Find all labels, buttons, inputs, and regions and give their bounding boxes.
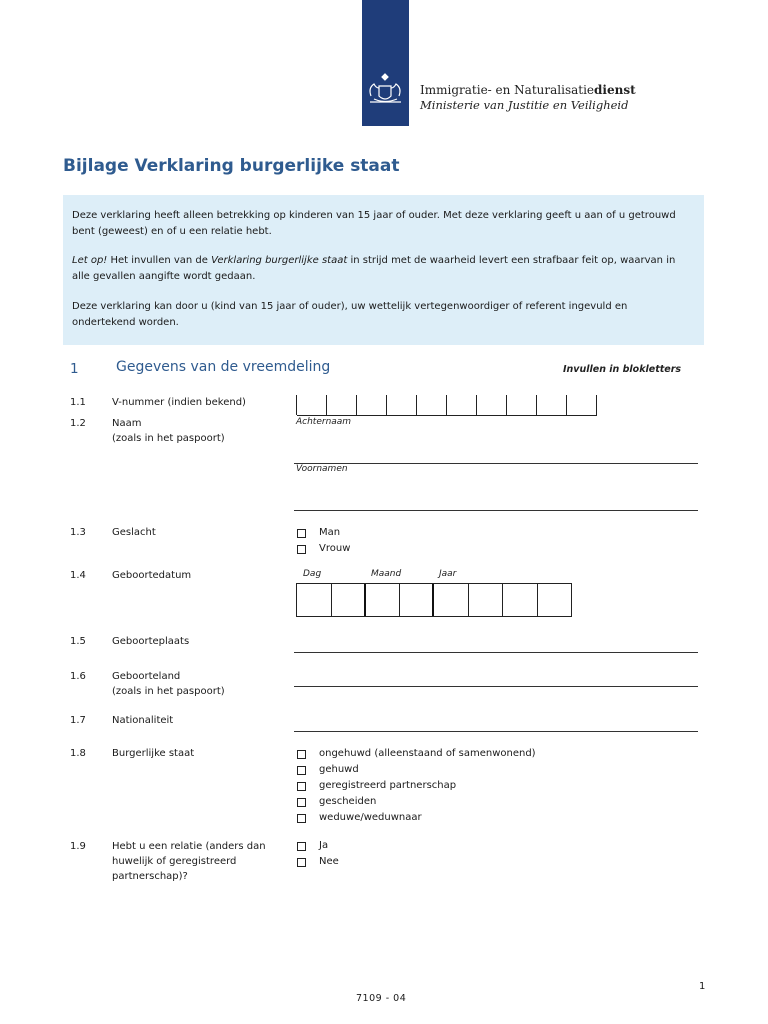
form-code: 7109 - 04: [356, 993, 407, 1004]
checkbox-married[interactable]: [297, 766, 306, 775]
org-name-regular: Immigratie- en Naturalisatie: [420, 83, 595, 97]
field-number: 1.9: [70, 841, 86, 852]
field-label-marital-status: Burgerlijke staat: [112, 748, 195, 759]
warning-label: Let op!: [72, 255, 108, 266]
field-label-gender: Geslacht: [112, 527, 156, 538]
checkbox-widowed[interactable]: [297, 814, 306, 823]
field-label-birthdate: Geboortedatum: [112, 570, 192, 581]
field-number: 1.1: [70, 397, 86, 408]
birth-country-input[interactable]: [294, 686, 698, 687]
checkbox-no[interactable]: [297, 858, 306, 867]
field-label-nationality: Nationaliteit: [112, 715, 174, 726]
checkbox-registered-partnership[interactable]: [297, 782, 306, 791]
checkbox-unmarried[interactable]: [297, 750, 306, 759]
nationality-input[interactable]: [294, 731, 698, 732]
option-divorced: gescheiden: [319, 796, 377, 807]
option-widowed: weduwe/weduwnaar: [319, 812, 422, 823]
info-text: in strijd met de waarheid levert een strafbaar feit op, waarvan in alle gevallen aangifte wordt gedaan.: [72, 255, 676, 282]
info-paragraph-1: Deze verklaring heeft alleen betrekking op kinderen van 15 jaar of ouder. Met deze verklaring geeft u aan of u getrouwd bent (geweest) en of u een relatie hebt.: [72, 210, 676, 237]
caption-given-names: Voornamen: [296, 464, 348, 474]
field-number: 1.8: [70, 748, 86, 759]
caption-surname: Achternaam: [296, 417, 352, 427]
field-number: 1.3: [70, 527, 86, 538]
option-registered-partnership: geregistreerd partnerschap: [319, 780, 457, 791]
info-emphasis: Verklaring burgerlijke staat: [211, 255, 348, 266]
field-number: 1.5: [70, 636, 86, 647]
caption-year: Jaar: [439, 569, 457, 579]
birthdate-input[interactable]: [296, 583, 572, 617]
logo-bar: [362, 0, 409, 126]
label-line: (zoals in het paspoort): [112, 433, 225, 444]
field-number: 1.7: [70, 715, 86, 726]
option-female: Vrouw: [319, 543, 351, 554]
document-title: Bijlage Verklaring burgerlijke staat: [63, 156, 400, 176]
info-text: Het invullen van de: [107, 255, 212, 266]
field-label-name: [112, 416, 287, 446]
given-names-input[interactable]: [294, 510, 698, 511]
info-paragraph-2: [72, 253, 692, 284]
checkbox-male[interactable]: [297, 529, 306, 538]
label-line: (zoals in het paspoort): [112, 686, 225, 697]
section-number: 1: [70, 361, 79, 377]
option-no: Nee: [319, 856, 339, 867]
field-label-v-number: V-nummer (indien bekend): [112, 397, 246, 408]
option-married: gehuwd: [319, 764, 359, 775]
birthplace-input[interactable]: [294, 652, 698, 653]
field-label-relationship: Hebt u een relatie (anders dan huwelijk of geregistreerd partnerschap)?: [112, 841, 266, 882]
checkbox-yes[interactable]: [297, 842, 306, 851]
caption-month: Maand: [371, 569, 402, 579]
field-number: 1.4: [70, 570, 86, 581]
label-line: Geboorteland: [112, 671, 181, 682]
checkbox-divorced[interactable]: [297, 798, 306, 807]
v-number-input[interactable]: [296, 395, 597, 415]
org-name-bold: dienst: [594, 83, 636, 97]
info-paragraph-3: Deze verklaring kan door u (kind van 15 jaar of ouder), uw wettelijk vertegenwoordiger of referent ingevuld en ondertekend worden.: [72, 301, 628, 328]
option-yes: Ja: [319, 840, 329, 851]
field-label-birth-country: [112, 669, 287, 699]
page-number: 1: [699, 981, 706, 992]
checkbox-female[interactable]: [297, 545, 306, 554]
field-number: 1.2: [70, 418, 86, 429]
surname-input[interactable]: [294, 463, 698, 464]
option-male: Man: [319, 527, 341, 538]
ministry-name: Ministerie van Justitie en Veiligheid: [420, 98, 629, 112]
field-label-birthplace: Geboorteplaats: [112, 636, 190, 647]
coat-of-arms-icon: [362, 0, 409, 126]
section-title: Gegevens van de vreemdeling: [116, 359, 331, 375]
caption-day: Dag: [303, 569, 322, 579]
info-box: [63, 195, 704, 345]
field-number: 1.6: [70, 671, 86, 682]
org-name: [420, 83, 636, 98]
section-note: Invullen in blokletters: [563, 364, 682, 375]
label-line: Naam: [112, 418, 142, 429]
option-unmarried: ongehuwd (alleenstaand of samenwonend): [319, 748, 536, 759]
